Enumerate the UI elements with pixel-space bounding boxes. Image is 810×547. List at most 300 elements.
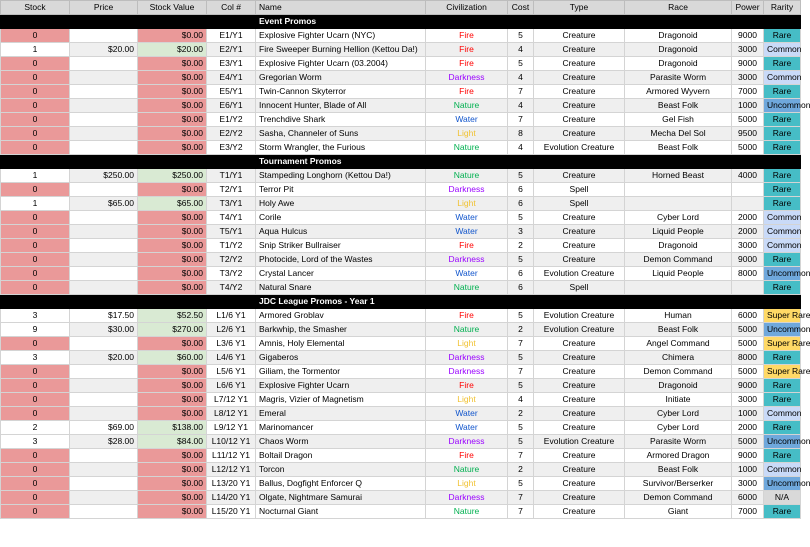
price-cell[interactable] <box>70 477 138 491</box>
rarity-cell[interactable]: Rare <box>764 57 801 71</box>
civilization-cell[interactable]: Nature <box>426 505 508 519</box>
card-name-cell[interactable]: Emeral <box>256 407 426 421</box>
col-number-cell[interactable]: L3/6 Y1 <box>207 337 256 351</box>
stock-cell[interactable]: 1 <box>1 43 70 57</box>
col-number-cell[interactable]: L12/12 Y1 <box>207 463 256 477</box>
stock-value-cell[interactable]: $0.00 <box>138 477 207 491</box>
type-cell[interactable]: Creature <box>534 477 625 491</box>
col-number-cell[interactable]: L4/6 Y1 <box>207 351 256 365</box>
rarity-cell[interactable]: Rare <box>764 393 801 407</box>
section-cell[interactable] <box>508 295 534 309</box>
stock-value-cell[interactable]: $0.00 <box>138 85 207 99</box>
section-cell[interactable] <box>138 155 207 169</box>
race-cell[interactable]: Demon Command <box>625 491 732 505</box>
stock-value-cell[interactable]: $0.00 <box>138 491 207 505</box>
col-number-cell[interactable]: T1/Y2 <box>207 239 256 253</box>
power-cell[interactable] <box>732 281 764 295</box>
civilization-cell[interactable]: Darkness <box>426 491 508 505</box>
price-cell[interactable] <box>70 491 138 505</box>
power-cell[interactable]: 3000 <box>732 477 764 491</box>
race-cell[interactable]: Survivor/Berserker <box>625 477 732 491</box>
card-name-cell[interactable]: Ballus, Dogfight Enforcer Q <box>256 477 426 491</box>
col-number-cell[interactable]: T4/Y1 <box>207 211 256 225</box>
stock-value-cell[interactable]: $0.00 <box>138 127 207 141</box>
section-cell[interactable] <box>625 155 732 169</box>
power-cell[interactable]: 5000 <box>732 323 764 337</box>
section-cell[interactable] <box>508 155 534 169</box>
cost-cell[interactable]: 6 <box>508 183 534 197</box>
type-cell[interactable]: Creature <box>534 393 625 407</box>
stock-value-cell[interactable]: $0.00 <box>138 57 207 71</box>
col-number-cell[interactable]: L1/6 Y1 <box>207 309 256 323</box>
power-cell[interactable]: 6000 <box>732 309 764 323</box>
type-cell[interactable]: Creature <box>534 421 625 435</box>
stock-value-cell[interactable]: $270.00 <box>138 323 207 337</box>
section-cell[interactable] <box>534 295 625 309</box>
rarity-cell[interactable]: Common <box>764 239 801 253</box>
power-cell[interactable]: 5000 <box>732 435 764 449</box>
col-number-cell[interactable]: T1/Y1 <box>207 169 256 183</box>
section-cell[interactable] <box>732 15 764 29</box>
power-cell[interactable]: 6000 <box>732 491 764 505</box>
power-cell[interactable]: 9000 <box>732 379 764 393</box>
price-cell[interactable] <box>70 85 138 99</box>
stock-cell[interactable]: 0 <box>1 85 70 99</box>
rarity-cell[interactable]: Super Rare <box>764 337 801 351</box>
civilization-cell[interactable]: Darkness <box>426 71 508 85</box>
cost-cell[interactable]: 5 <box>508 309 534 323</box>
power-cell[interactable]: 3000 <box>732 393 764 407</box>
race-cell[interactable]: Beast Folk <box>625 99 732 113</box>
race-cell[interactable]: Parasite Worm <box>625 435 732 449</box>
card-name-cell[interactable]: Terror Pit <box>256 183 426 197</box>
price-cell[interactable]: $20.00 <box>70 351 138 365</box>
rarity-cell[interactable]: Rare <box>764 505 801 519</box>
stock-cell[interactable]: 0 <box>1 477 70 491</box>
rarity-cell[interactable]: Uncommon <box>764 323 801 337</box>
col-number-cell[interactable]: E4/Y1 <box>207 71 256 85</box>
civilization-cell[interactable]: Nature <box>426 141 508 155</box>
stock-value-cell[interactable]: $20.00 <box>138 43 207 57</box>
race-cell[interactable]: Human <box>625 309 732 323</box>
power-cell[interactable]: 8000 <box>732 351 764 365</box>
cost-cell[interactable]: 7 <box>508 449 534 463</box>
section-title[interactable]: JDC League Promos - Year 1 <box>256 295 426 309</box>
card-name-cell[interactable]: Twin-Cannon Skyterror <box>256 85 426 99</box>
cost-cell[interactable]: 5 <box>508 29 534 43</box>
card-name-cell[interactable]: Gigaberos <box>256 351 426 365</box>
price-cell[interactable] <box>70 57 138 71</box>
section-cell[interactable] <box>764 295 801 309</box>
type-cell[interactable]: Creature <box>534 29 625 43</box>
col-number-cell[interactable]: L9/12 Y1 <box>207 421 256 435</box>
cost-cell[interactable]: 4 <box>508 43 534 57</box>
card-name-cell[interactable]: Chaos Worm <box>256 435 426 449</box>
col-number-cell[interactable]: L13/20 Y1 <box>207 477 256 491</box>
card-name-cell[interactable]: Snip Striker Bullraiser <box>256 239 426 253</box>
card-name-cell[interactable]: Photocide, Lord of the Wastes <box>256 253 426 267</box>
col-number-cell[interactable]: E3/Y1 <box>207 57 256 71</box>
section-cell[interactable] <box>207 155 256 169</box>
stock-value-cell[interactable]: $0.00 <box>138 505 207 519</box>
section-cell[interactable] <box>508 15 534 29</box>
col-number-cell[interactable]: T4/Y2 <box>207 281 256 295</box>
race-cell[interactable]: Chimera <box>625 351 732 365</box>
cost-cell[interactable]: 7 <box>508 85 534 99</box>
civilization-cell[interactable]: Nature <box>426 99 508 113</box>
stock-value-cell[interactable]: $0.00 <box>138 29 207 43</box>
race-cell[interactable]: Dragonoid <box>625 379 732 393</box>
type-cell[interactable]: Evolution Creature <box>534 323 625 337</box>
stock-cell[interactable]: 0 <box>1 99 70 113</box>
section-cell[interactable] <box>138 15 207 29</box>
stock-value-cell[interactable]: $0.00 <box>138 449 207 463</box>
stock-value-cell[interactable]: $0.00 <box>138 225 207 239</box>
col-number-cell[interactable]: L11/12 Y1 <box>207 449 256 463</box>
race-cell[interactable]: Cyber Lord <box>625 421 732 435</box>
price-cell[interactable] <box>70 29 138 43</box>
section-cell[interactable] <box>732 295 764 309</box>
col-number-cell[interactable]: T2/Y2 <box>207 253 256 267</box>
card-name-cell[interactable]: Trenchdive Shark <box>256 113 426 127</box>
stock-cell[interactable]: 0 <box>1 281 70 295</box>
price-cell[interactable] <box>70 267 138 281</box>
stock-value-cell[interactable]: $0.00 <box>138 211 207 225</box>
stock-cell[interactable]: 0 <box>1 57 70 71</box>
power-cell[interactable]: 5000 <box>732 113 764 127</box>
col-number-cell[interactable]: E2/Y2 <box>207 127 256 141</box>
rarity-cell[interactable]: Rare <box>764 29 801 43</box>
cost-cell[interactable]: 2 <box>508 407 534 421</box>
col-number-cell[interactable]: L8/12 Y1 <box>207 407 256 421</box>
rarity-cell[interactable]: Super Rare <box>764 309 801 323</box>
section-cell[interactable] <box>426 295 508 309</box>
type-cell[interactable]: Evolution Creature <box>534 435 625 449</box>
civilization-cell[interactable]: Fire <box>426 85 508 99</box>
race-cell[interactable]: Beast Folk <box>625 323 732 337</box>
price-cell[interactable] <box>70 379 138 393</box>
stock-cell[interactable]: 0 <box>1 239 70 253</box>
power-cell[interactable]: 2000 <box>732 225 764 239</box>
type-cell[interactable]: Spell <box>534 281 625 295</box>
stock-cell[interactable]: 0 <box>1 183 70 197</box>
section-cell[interactable] <box>70 15 138 29</box>
cost-cell[interactable]: 5 <box>508 421 534 435</box>
stock-cell[interactable]: 3 <box>1 351 70 365</box>
civilization-cell[interactable]: Darkness <box>426 253 508 267</box>
stock-value-cell[interactable]: $138.00 <box>138 421 207 435</box>
type-cell[interactable]: Creature <box>534 407 625 421</box>
stock-value-cell[interactable]: $0.00 <box>138 379 207 393</box>
price-cell[interactable]: $69.00 <box>70 421 138 435</box>
section-cell[interactable] <box>764 155 801 169</box>
cost-cell[interactable]: 4 <box>508 393 534 407</box>
rarity-cell[interactable]: Uncommon <box>764 99 801 113</box>
cost-cell[interactable]: 7 <box>508 365 534 379</box>
price-cell[interactable]: $65.00 <box>70 197 138 211</box>
card-name-cell[interactable]: Explosive Fighter Ucarn (03.2004) <box>256 57 426 71</box>
civilization-cell[interactable]: Fire <box>426 309 508 323</box>
card-name-cell[interactable]: Barkwhip, the Smasher <box>256 323 426 337</box>
civilization-cell[interactable]: Water <box>426 225 508 239</box>
civilization-cell[interactable]: Water <box>426 421 508 435</box>
header-race[interactable]: Race <box>625 1 732 15</box>
stock-cell[interactable]: 0 <box>1 267 70 281</box>
race-cell[interactable]: Dragonoid <box>625 239 732 253</box>
type-cell[interactable]: Evolution Creature <box>534 141 625 155</box>
card-name-cell[interactable]: Gregorian Worm <box>256 71 426 85</box>
cost-cell[interactable]: 5 <box>508 435 534 449</box>
stock-cell[interactable]: 0 <box>1 449 70 463</box>
type-cell[interactable]: Spell <box>534 197 625 211</box>
civilization-cell[interactable]: Water <box>426 113 508 127</box>
rarity-cell[interactable]: Rare <box>764 169 801 183</box>
stock-cell[interactable]: 0 <box>1 253 70 267</box>
power-cell[interactable]: 2000 <box>732 421 764 435</box>
card-name-cell[interactable]: Stampeding Longhorn (Kettou Da!) <box>256 169 426 183</box>
race-cell[interactable]: Parasite Worm <box>625 71 732 85</box>
col-number-cell[interactable]: L10/12 Y1 <box>207 435 256 449</box>
stock-cell[interactable]: 0 <box>1 379 70 393</box>
race-cell[interactable]: Demon Command <box>625 253 732 267</box>
card-name-cell[interactable]: Storm Wrangler, the Furious <box>256 141 426 155</box>
type-cell[interactable]: Creature <box>534 379 625 393</box>
price-cell[interactable] <box>70 99 138 113</box>
card-name-cell[interactable]: Armored Groblav <box>256 309 426 323</box>
stock-value-cell[interactable]: $0.00 <box>138 393 207 407</box>
civilization-cell[interactable]: Darkness <box>426 351 508 365</box>
type-cell[interactable]: Creature <box>534 211 625 225</box>
race-cell[interactable]: Armored Dragon <box>625 449 732 463</box>
header-col-number[interactable]: Col # <box>207 1 256 15</box>
stock-cell[interactable]: 2 <box>1 421 70 435</box>
power-cell[interactable]: 9000 <box>732 29 764 43</box>
civilization-cell[interactable]: Light <box>426 393 508 407</box>
header-type[interactable]: Type <box>534 1 625 15</box>
race-cell[interactable]: Initiate <box>625 393 732 407</box>
stock-value-cell[interactable]: $0.00 <box>138 337 207 351</box>
header-price[interactable]: Price <box>70 1 138 15</box>
civilization-cell[interactable]: Nature <box>426 463 508 477</box>
rarity-cell[interactable]: Common <box>764 43 801 57</box>
col-number-cell[interactable]: E3/Y2 <box>207 141 256 155</box>
civilization-cell[interactable]: Fire <box>426 379 508 393</box>
cost-cell[interactable]: 7 <box>508 113 534 127</box>
power-cell[interactable]: 1000 <box>732 463 764 477</box>
col-number-cell[interactable]: L6/6 Y1 <box>207 379 256 393</box>
power-cell[interactable]: 5000 <box>732 141 764 155</box>
power-cell[interactable]: 9000 <box>732 253 764 267</box>
section-cell[interactable] <box>625 295 732 309</box>
power-cell[interactable]: 9000 <box>732 57 764 71</box>
type-cell[interactable]: Creature <box>534 239 625 253</box>
rarity-cell[interactable]: Uncommon <box>764 267 801 281</box>
stock-value-cell[interactable]: $84.00 <box>138 435 207 449</box>
col-number-cell[interactable]: E2/Y1 <box>207 43 256 57</box>
civilization-cell[interactable]: Fire <box>426 57 508 71</box>
stock-cell[interactable]: 9 <box>1 323 70 337</box>
civilization-cell[interactable]: Darkness <box>426 435 508 449</box>
type-cell[interactable]: Creature <box>534 337 625 351</box>
price-cell[interactable] <box>70 141 138 155</box>
power-cell[interactable]: 3000 <box>732 239 764 253</box>
civilization-cell[interactable]: Fire <box>426 449 508 463</box>
power-cell[interactable]: 9000 <box>732 449 764 463</box>
power-cell[interactable]: 9500 <box>732 127 764 141</box>
stock-cell[interactable]: 0 <box>1 365 70 379</box>
price-cell[interactable] <box>70 337 138 351</box>
type-cell[interactable]: Creature <box>534 351 625 365</box>
col-number-cell[interactable]: E1/Y1 <box>207 29 256 43</box>
stock-cell[interactable]: 0 <box>1 505 70 519</box>
type-cell[interactable]: Creature <box>534 127 625 141</box>
rarity-cell[interactable]: Common <box>764 71 801 85</box>
cost-cell[interactable]: 7 <box>508 505 534 519</box>
rarity-cell[interactable]: Rare <box>764 253 801 267</box>
type-cell[interactable]: Creature <box>534 113 625 127</box>
race-cell[interactable]: Cyber Lord <box>625 211 732 225</box>
type-cell[interactable]: Creature <box>534 169 625 183</box>
section-cell[interactable] <box>1 155 70 169</box>
cost-cell[interactable]: 8 <box>508 127 534 141</box>
card-name-cell[interactable]: Innocent Hunter, Blade of All <box>256 99 426 113</box>
cost-cell[interactable]: 4 <box>508 99 534 113</box>
civilization-cell[interactable]: Fire <box>426 43 508 57</box>
stock-value-cell[interactable]: $0.00 <box>138 463 207 477</box>
price-cell[interactable] <box>70 449 138 463</box>
civilization-cell[interactable]: Light <box>426 337 508 351</box>
stock-value-cell[interactable]: $0.00 <box>138 183 207 197</box>
rarity-cell[interactable]: Rare <box>764 379 801 393</box>
price-cell[interactable]: $28.00 <box>70 435 138 449</box>
col-number-cell[interactable]: E6/Y1 <box>207 99 256 113</box>
cost-cell[interactable]: 5 <box>508 211 534 225</box>
stock-cell[interactable]: 0 <box>1 141 70 155</box>
race-cell[interactable]: Liquid People <box>625 267 732 281</box>
section-cell[interactable] <box>70 295 138 309</box>
card-name-cell[interactable]: Explosive Fighter Ucarn <box>256 379 426 393</box>
card-name-cell[interactable]: Crystal Lancer <box>256 267 426 281</box>
race-cell[interactable]: Giant <box>625 505 732 519</box>
type-cell[interactable]: Creature <box>534 99 625 113</box>
power-cell[interactable]: 5000 <box>732 337 764 351</box>
civilization-cell[interactable]: Fire <box>426 239 508 253</box>
cost-cell[interactable]: 5 <box>508 57 534 71</box>
section-cell[interactable] <box>138 295 207 309</box>
price-cell[interactable] <box>70 407 138 421</box>
race-cell[interactable]: Liquid People <box>625 225 732 239</box>
rarity-cell[interactable]: Rare <box>764 113 801 127</box>
col-number-cell[interactable]: T3/Y1 <box>207 197 256 211</box>
type-cell[interactable]: Creature <box>534 491 625 505</box>
col-number-cell[interactable]: L5/6 Y1 <box>207 365 256 379</box>
race-cell[interactable] <box>625 197 732 211</box>
power-cell[interactable]: 7000 <box>732 85 764 99</box>
col-number-cell[interactable]: T5/Y1 <box>207 225 256 239</box>
section-cell[interactable] <box>426 15 508 29</box>
price-cell[interactable] <box>70 211 138 225</box>
power-cell[interactable]: 8000 <box>732 267 764 281</box>
stock-value-cell[interactable]: $0.00 <box>138 365 207 379</box>
race-cell[interactable]: Gel Fish <box>625 113 732 127</box>
type-cell[interactable]: Creature <box>534 43 625 57</box>
section-cell[interactable] <box>70 155 138 169</box>
stock-cell[interactable]: 0 <box>1 491 70 505</box>
cost-cell[interactable]: 6 <box>508 281 534 295</box>
cost-cell[interactable]: 2 <box>508 323 534 337</box>
type-cell[interactable]: Creature <box>534 85 625 99</box>
col-number-cell[interactable]: L14/20 Y1 <box>207 491 256 505</box>
cost-cell[interactable]: 4 <box>508 71 534 85</box>
civilization-cell[interactable]: Light <box>426 127 508 141</box>
header-rarity[interactable]: Rarity <box>764 1 801 15</box>
price-cell[interactable]: $250.00 <box>70 169 138 183</box>
rarity-cell[interactable]: Rare <box>764 183 801 197</box>
stock-cell[interactable]: 0 <box>1 211 70 225</box>
power-cell[interactable]: 2000 <box>732 211 764 225</box>
rarity-cell[interactable]: Rare <box>764 351 801 365</box>
card-name-cell[interactable]: Explosive Fighter Ucarn (NYC) <box>256 29 426 43</box>
rarity-cell[interactable]: Rare <box>764 421 801 435</box>
stock-value-cell[interactable]: $0.00 <box>138 239 207 253</box>
race-cell[interactable]: Dragonoid <box>625 29 732 43</box>
rarity-cell[interactable]: Uncommon <box>764 477 801 491</box>
price-cell[interactable] <box>70 71 138 85</box>
card-name-cell[interactable]: Torcon <box>256 463 426 477</box>
price-cell[interactable] <box>70 463 138 477</box>
section-cell[interactable] <box>207 15 256 29</box>
type-cell[interactable]: Spell <box>534 183 625 197</box>
price-cell[interactable] <box>70 183 138 197</box>
type-cell[interactable]: Creature <box>534 71 625 85</box>
section-title[interactable]: Event Promos <box>256 15 426 29</box>
power-cell[interactable]: 1000 <box>732 99 764 113</box>
col-number-cell[interactable]: T2/Y1 <box>207 183 256 197</box>
race-cell[interactable]: Demon Command <box>625 365 732 379</box>
cost-cell[interactable]: 6 <box>508 197 534 211</box>
race-cell[interactable]: Mecha Del Sol <box>625 127 732 141</box>
header-stock[interactable]: Stock <box>1 1 70 15</box>
price-cell[interactable] <box>70 225 138 239</box>
power-cell[interactable] <box>732 197 764 211</box>
cost-cell[interactable]: 4 <box>508 141 534 155</box>
rarity-cell[interactable]: Common <box>764 463 801 477</box>
civilization-cell[interactable]: Darkness <box>426 365 508 379</box>
header-name[interactable]: Name <box>256 1 426 15</box>
card-name-cell[interactable]: Boltail Dragon <box>256 449 426 463</box>
price-cell[interactable] <box>70 505 138 519</box>
rarity-cell[interactable]: Common <box>764 407 801 421</box>
cost-cell[interactable]: 7 <box>508 337 534 351</box>
civilization-cell[interactable]: Light <box>426 477 508 491</box>
rarity-cell[interactable]: Rare <box>764 85 801 99</box>
section-cell[interactable] <box>764 15 801 29</box>
card-name-cell[interactable]: Corile <box>256 211 426 225</box>
type-cell[interactable]: Creature <box>534 57 625 71</box>
race-cell[interactable]: Dragonoid <box>625 43 732 57</box>
stock-cell[interactable]: 3 <box>1 435 70 449</box>
type-cell[interactable]: Creature <box>534 505 625 519</box>
power-cell[interactable]: 3000 <box>732 43 764 57</box>
section-cell[interactable] <box>426 155 508 169</box>
stock-value-cell[interactable]: $0.00 <box>138 113 207 127</box>
race-cell[interactable]: Angel Command <box>625 337 732 351</box>
rarity-cell[interactable]: Rare <box>764 127 801 141</box>
type-cell[interactable]: Creature <box>534 449 625 463</box>
race-cell[interactable]: Cyber Lord <box>625 407 732 421</box>
header-power[interactable]: Power <box>732 1 764 15</box>
rarity-cell[interactable]: Rare <box>764 449 801 463</box>
